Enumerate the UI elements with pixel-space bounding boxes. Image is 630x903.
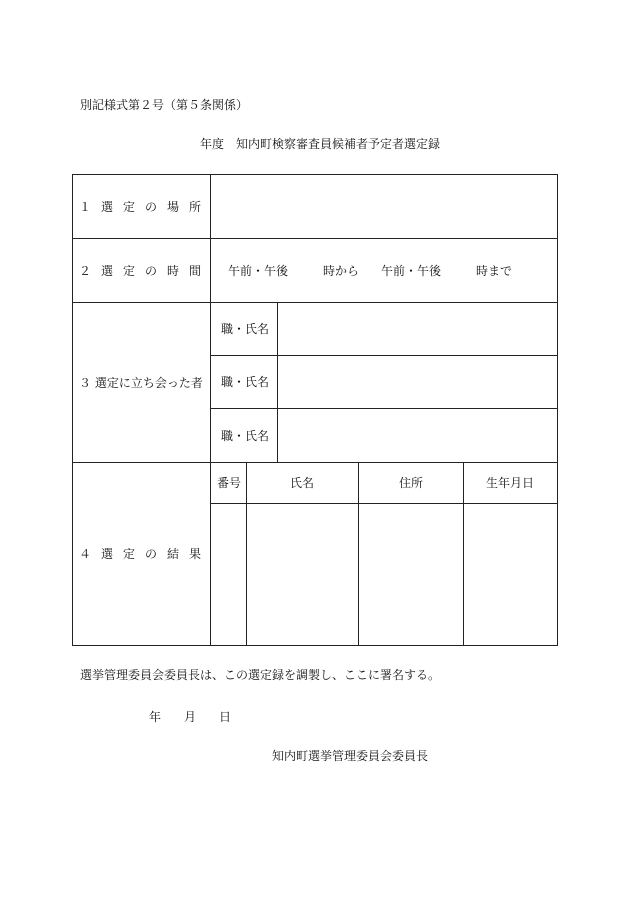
date-year: 年 [149, 710, 162, 724]
column-divider [246, 462, 247, 645]
header-address: 住所 [399, 476, 424, 490]
date-day: 日 [219, 710, 232, 724]
document-title: 年度 知内町検察審査員候補者予定者選定録 [200, 137, 441, 151]
witness-entry-label: 職・氏名 [221, 322, 270, 336]
place-value-cell[interactable] [211, 175, 557, 238]
time-label: ２選定の時間 [79, 264, 212, 278]
row-divider [210, 408, 557, 409]
statement-text: 選挙管理委員会委員長は、この選定録を調製し、ここに署名する。 [80, 668, 441, 682]
header-name: 氏名 [290, 476, 315, 490]
label-column-divider [210, 175, 211, 645]
signatory: 知内町選挙管理委員会委員長 [272, 749, 429, 763]
end-ampm: 午前・午後 [381, 264, 442, 278]
row-divider [73, 302, 557, 303]
row-divider [210, 503, 557, 504]
header-birthdate: 生年月日 [486, 476, 535, 490]
end-time-suffix: 時まで [476, 264, 513, 278]
column-divider [358, 462, 359, 645]
column-divider [463, 462, 464, 645]
witness-entry-label: 職・氏名 [221, 429, 270, 443]
form-reference: 別記様式第２号（第５条関係） [80, 98, 249, 112]
row-divider [73, 462, 557, 463]
start-time-suffix: 時から [323, 264, 360, 278]
result-label: ４選定の結果 [79, 547, 212, 561]
column-divider [277, 302, 278, 462]
header-number: 番号 [217, 476, 242, 490]
witness-entry-label: 職・氏名 [221, 375, 270, 389]
row-divider [210, 355, 557, 356]
place-label: １選定の場所 [79, 200, 212, 214]
date-month: 月 [184, 710, 197, 724]
witness-label: ３ 選定に立ち会った者 [79, 376, 203, 390]
start-ampm: 午前・午後 [228, 264, 289, 278]
row-divider [73, 238, 557, 239]
selection-record-table [72, 174, 558, 646]
